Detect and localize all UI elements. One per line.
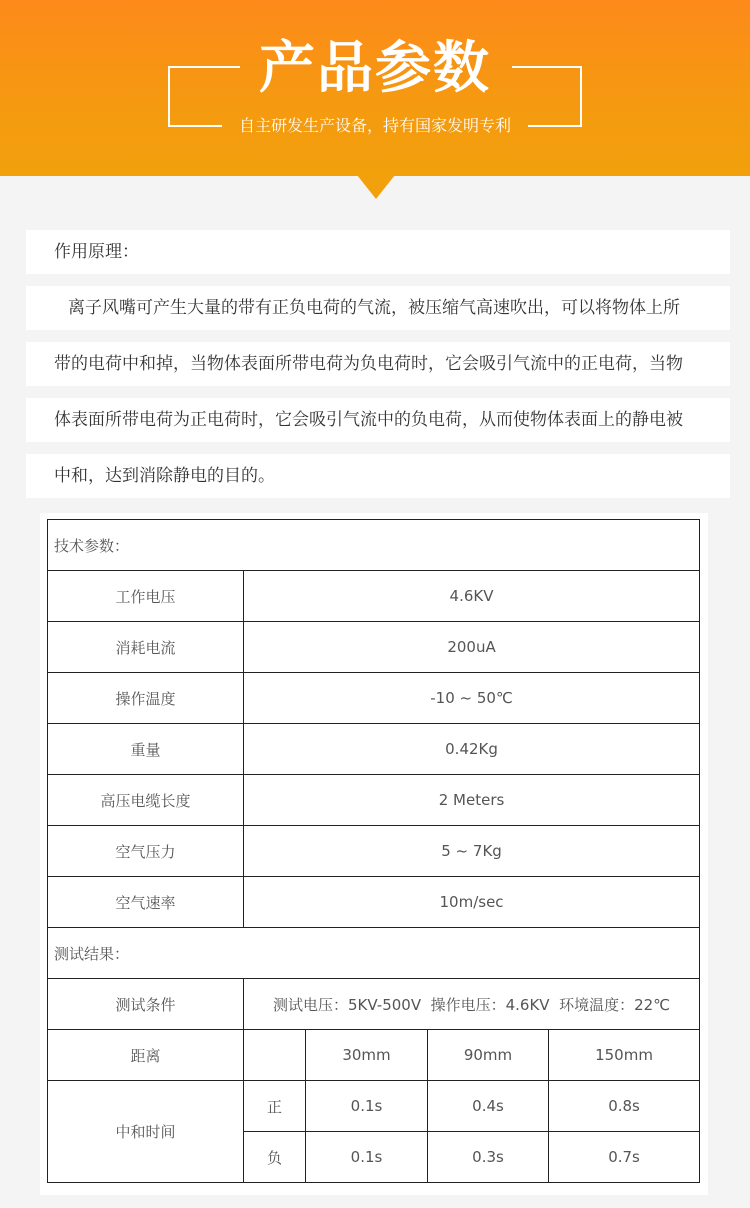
table-row <box>48 928 700 979</box>
spec-label: 空气压力 <box>48 826 244 877</box>
negative-value: 0.1s <box>306 1132 428 1183</box>
table-row <box>48 877 700 928</box>
page-subtitle: 自主研发生产设备，持有国家发明专利 <box>238 116 511 135</box>
principle-line-4: 中和，达到消除静电的目的。 <box>26 454 730 498</box>
spec-table-panel <box>40 513 708 1195</box>
distance-label: 距离 <box>48 1030 244 1081</box>
page-title: 产品参数 <box>259 36 491 101</box>
table-row <box>48 520 700 571</box>
frame-line-top-right <box>512 66 582 68</box>
test-heading: 测试结果： <box>48 928 700 979</box>
spec-value: -10 ~ 50℃ <box>244 673 700 724</box>
distance-value: 90mm <box>428 1030 549 1081</box>
positive-value: 0.8s <box>549 1081 700 1132</box>
table-row <box>48 724 700 775</box>
distance-value: 150mm <box>549 1030 700 1081</box>
spec-label: 重量 <box>48 724 244 775</box>
spec-value: 2 Meters <box>244 775 700 826</box>
negative-value: 0.3s <box>428 1132 549 1183</box>
distance-value: 30mm <box>306 1030 428 1081</box>
positive-label: 正 <box>244 1081 306 1132</box>
negative-value: 0.7s <box>549 1132 700 1183</box>
spec-label: 操作温度 <box>48 673 244 724</box>
spec-value: 4.6KV <box>244 571 700 622</box>
table-row <box>48 826 700 877</box>
negative-label: 负 <box>244 1132 306 1183</box>
frame-line-top-left <box>168 66 240 68</box>
table-row <box>48 775 700 826</box>
spec-label: 工作电压 <box>48 571 244 622</box>
principle-line-2: 带的电荷中和掉，当物体表面所带电荷为负电荷时，它会吸引气流中的正电荷，当物 <box>26 342 730 386</box>
spec-value: 10m/sec <box>244 877 700 928</box>
spec-label: 消耗电流 <box>48 622 244 673</box>
frame-line-bottom-right <box>528 125 582 127</box>
table-row <box>48 1081 700 1132</box>
table-row <box>48 979 700 1030</box>
frame-line-right <box>580 66 582 127</box>
table-row <box>48 622 700 673</box>
principle-line-3: 体表面所带电荷为正电荷时，它会吸引气流中的负电荷，从而使物体表面上的静电被 <box>26 398 730 442</box>
spec-heading: 技术参数： <box>48 520 700 571</box>
spec-value: 5 ~ 7Kg <box>244 826 700 877</box>
empty-cell <box>244 1030 306 1081</box>
test-condition-value: 测试电压：5KV-500V 操作电压：4.6KV 环境温度：22℃ <box>244 979 700 1030</box>
table-row <box>48 1030 700 1081</box>
table-row <box>48 571 700 622</box>
test-condition-label: 测试条件 <box>48 979 244 1030</box>
spec-table <box>47 519 700 1183</box>
neutralize-time-label: 中和时间 <box>48 1081 244 1183</box>
principle-heading: 作用原理： <box>26 230 730 274</box>
spec-value: 200uA <box>244 622 700 673</box>
banner-down-arrow-icon <box>357 175 395 199</box>
frame-line-bottom-left <box>168 125 222 127</box>
frame-line-left <box>168 66 170 127</box>
principle-line-1: 离子风嘴可产生大量的带有正负电荷的气流，被压缩气高速吹出，可以将物体上所 <box>26 286 730 330</box>
spec-label: 空气速率 <box>48 877 244 928</box>
spec-value: 0.42Kg <box>244 724 700 775</box>
spec-label: 高压电缆长度 <box>48 775 244 826</box>
positive-value: 0.1s <box>306 1081 428 1132</box>
positive-value: 0.4s <box>428 1081 549 1132</box>
table-row <box>48 673 700 724</box>
